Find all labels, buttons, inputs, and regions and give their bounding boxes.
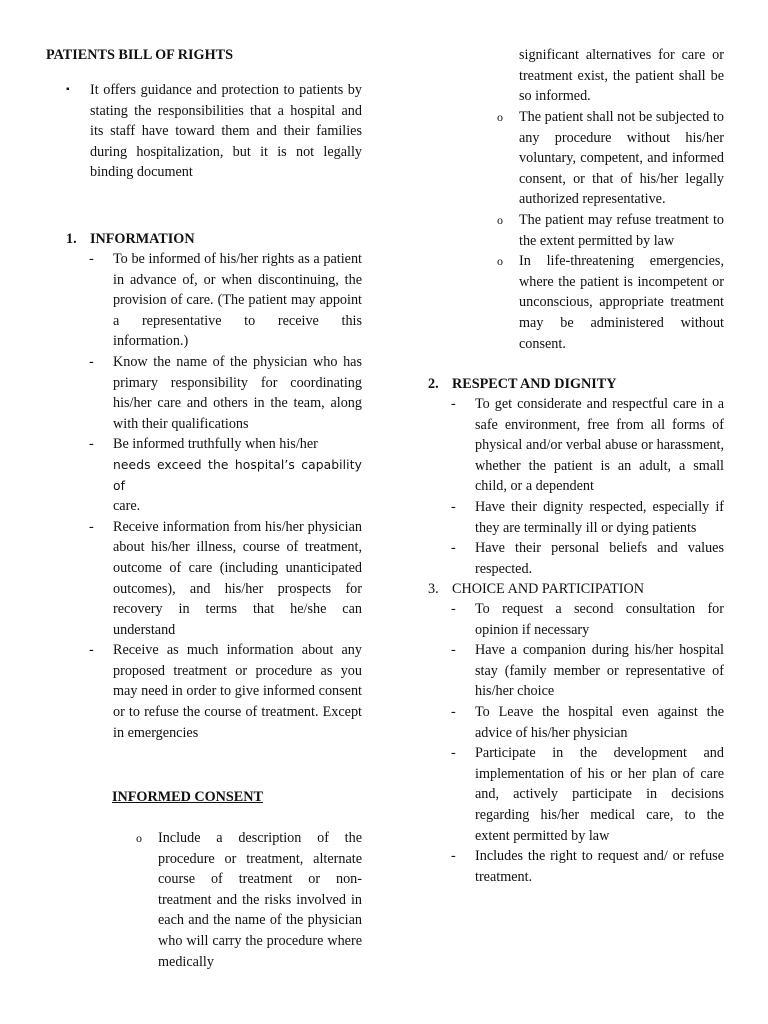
list-item-text: Receive information from his/her physician about his/her illness, course of treatment, outcome of care (including unanticipated outcomes), and his/her prospects for recovery in terms that he/she can understand: [113, 518, 362, 638]
list-item: [451, 497, 724, 538]
information-list: [89, 249, 362, 743]
list-item-text: The patient may refuse treatment to the extent permitted by law: [519, 211, 724, 249]
list-item-text: To Leave the hospital even against the advice of his/her physician: [475, 703, 724, 741]
list-item-text: Have their dignity respected, especially if they are terminally ill or dying patients: [475, 498, 724, 536]
list-item-text: To request a second consultation for opinion if necessary: [475, 601, 724, 638]
choice-list: [451, 599, 724, 887]
dash-marker: -: [451, 848, 456, 865]
list-item: [497, 210, 724, 251]
dash-marker: -: [89, 518, 94, 535]
list-item: [89, 434, 362, 516]
list-item-text: Be informed truthfully when his/her needs exceed the hospital’s capability of care.: [113, 436, 362, 515]
list-item: [89, 249, 362, 352]
list-item-text: To be informed of his/her rights as a patient in advance of, or when discontinuing, the provision of care. (The patient may appoint a representative to receive this information.): [113, 251, 362, 350]
dash-marker: -: [89, 436, 94, 453]
dash-marker: -: [89, 642, 94, 659]
list-item-text: Receive as much information about any proposed treatment or procedure as you may need in order to give informed consent or to refuse the course of treatment. Except in emergencies: [113, 642, 362, 741]
section-information-heading: [66, 229, 195, 250]
list-item: [451, 743, 724, 846]
dash-marker: -: [451, 396, 456, 412]
dash-marker: -: [451, 601, 456, 617]
informed-consent-heading: INFORMED CONSENT: [112, 789, 263, 805]
list-item: [136, 828, 362, 972]
dash-marker: -: [89, 251, 94, 267]
dash-marker: -: [451, 540, 456, 557]
dash-marker: -: [451, 498, 456, 515]
document-title: PATIENTS BILL OF RIGHTS: [46, 47, 233, 63]
circle-bullet-icon: o: [136, 831, 142, 845]
list-item: [451, 846, 724, 887]
list-item-text: The patient shall not be subjected to any procedure without his/her voluntary, competent, and informed consent, or that of his/her legally authorized representative.: [519, 109, 724, 208]
list-item: [89, 517, 362, 641]
section-choice-heading: [428, 579, 644, 600]
section-respect-heading: [428, 374, 617, 395]
circle-bullet-icon: o: [497, 212, 503, 227]
section-number: 1.: [66, 231, 77, 247]
list-item-text: In life-threatening emergencies, where the patient is incompetent or unconscious, appropriate treatment may be administered without consent.: [519, 253, 724, 352]
list-item: [451, 538, 724, 579]
respect-list: [451, 394, 724, 579]
list-item-text: Includes the right to request and/ or refuse treatment.: [475, 848, 724, 885]
square-bullet-icon: ▪: [66, 84, 70, 95]
list-item-text: Participate in the development and implementation of his or her plan of care and, actively participate in decisions regarding his/her medical care, to the extent permitted by law: [475, 745, 724, 844]
circle-bullet-icon: o: [497, 110, 503, 124]
list-item: [89, 352, 362, 434]
list-item: [451, 702, 724, 743]
informed-consent-list-continued: [497, 107, 724, 354]
section-title: CHOICE AND PARTICIPATION: [452, 581, 645, 597]
list-item-text: To get considerate and respectful care in a safe environment, free from all forms of physical and/or verbal abuse or harassment, whether the patient is an adult, a small child, or a dependent: [475, 396, 724, 495]
section-number: 3.: [428, 581, 439, 597]
list-item-text: Know the name of the physician who has primary responsibility for coordinating his/her care and others in the team, along with their qualifications: [113, 353, 362, 432]
list-item: [89, 640, 362, 743]
intro-text: It offers guidance and protection to patients by stating the responsibilities that a hospital and its staff have toward them and their families during hospitalization, but it is not legally binding document: [90, 82, 362, 181]
circle-bullet-icon: o: [497, 254, 503, 269]
list-item: [451, 640, 724, 702]
list-item: [451, 394, 724, 497]
informed-consent-list: [136, 828, 362, 972]
list-item: [497, 107, 724, 210]
list-item: [451, 599, 724, 640]
dash-marker: -: [451, 703, 456, 720]
list-item-text: Have their personal beliefs and values respected.: [475, 540, 724, 577]
section-title: RESPECT AND DIGNITY: [452, 376, 617, 392]
section-number: 2.: [428, 376, 439, 392]
dash-marker: -: [451, 642, 456, 659]
list-item-text: Include a description of the procedure or treatment, alternate course of treatment or non-treatment and the risks involved in each and the name of the physician who will carry the procedure where medically: [158, 830, 362, 970]
dash-marker: -: [451, 745, 456, 762]
list-item: [497, 251, 724, 354]
list-item-text: Have a companion during his/her hospital stay (family member or representative of his/her choice: [475, 642, 724, 700]
intro-bullet: [46, 80, 362, 183]
dash-marker: -: [89, 353, 94, 370]
consent-continuation: significant alternatives for care or treatment exist, the patient shall be so informed.: [519, 47, 724, 105]
section-title: INFORMATION: [90, 231, 195, 247]
